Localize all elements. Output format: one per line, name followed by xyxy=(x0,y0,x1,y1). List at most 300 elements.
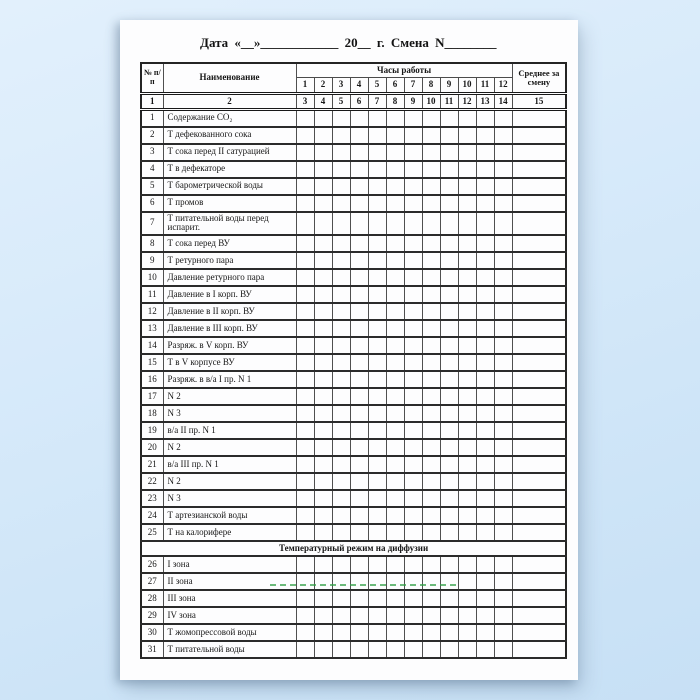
row-number: 27 xyxy=(141,573,163,590)
hour-value-cell xyxy=(296,161,314,178)
hour-number: 9 xyxy=(440,78,458,94)
hour-value-cell xyxy=(368,641,386,658)
hour-value-cell xyxy=(314,507,332,524)
hour-value-cell xyxy=(368,212,386,235)
hour-value-cell xyxy=(386,490,404,507)
hour-value-cell xyxy=(296,354,314,371)
row-label: N 2 xyxy=(163,473,296,490)
hour-value-cell xyxy=(440,337,458,354)
hour-value-cell xyxy=(350,388,368,405)
hour-value-cell xyxy=(476,337,494,354)
hour-value-cell xyxy=(296,110,314,127)
hour-value-cell xyxy=(314,161,332,178)
hour-value-cell xyxy=(314,337,332,354)
row-number: 31 xyxy=(141,641,163,658)
hour-value-cell xyxy=(332,161,350,178)
hour-value-cell xyxy=(422,573,440,590)
row-number: 30 xyxy=(141,624,163,641)
hour-value-cell xyxy=(314,524,332,541)
hour-value-cell xyxy=(440,212,458,235)
hour-value-cell xyxy=(296,473,314,490)
hour-value-cell xyxy=(386,388,404,405)
column-numbering-row xyxy=(141,94,566,110)
average-value-cell xyxy=(512,252,566,269)
column-number: 1 xyxy=(141,94,163,110)
hour-value-cell xyxy=(386,144,404,161)
hour-value-cell xyxy=(314,573,332,590)
hour-value-cell xyxy=(494,490,512,507)
header-num-col: № п/п xyxy=(141,63,163,94)
hour-value-cell xyxy=(296,235,314,252)
hour-value-cell xyxy=(296,556,314,573)
average-value-cell xyxy=(512,641,566,658)
hour-value-cell xyxy=(476,439,494,456)
hour-value-cell xyxy=(422,269,440,286)
hour-value-cell xyxy=(350,337,368,354)
hour-value-cell xyxy=(332,303,350,320)
hour-value-cell xyxy=(386,607,404,624)
hour-value-cell xyxy=(458,320,476,337)
hour-value-cell xyxy=(368,405,386,422)
hour-value-cell xyxy=(476,252,494,269)
header-row-groups xyxy=(141,63,566,78)
hour-value-cell xyxy=(386,507,404,524)
hour-value-cell xyxy=(314,127,332,144)
column-number: 2 xyxy=(163,94,296,110)
average-value-cell xyxy=(512,286,566,303)
hour-value-cell xyxy=(368,590,386,607)
hour-value-cell xyxy=(368,473,386,490)
hour-number: 10 xyxy=(458,78,476,94)
hour-value-cell xyxy=(422,354,440,371)
hour-value-cell xyxy=(350,607,368,624)
hour-value-cell xyxy=(368,252,386,269)
hour-value-cell xyxy=(386,524,404,541)
hour-value-cell xyxy=(422,388,440,405)
hour-value-cell xyxy=(332,212,350,235)
hour-value-cell xyxy=(458,607,476,624)
hour-value-cell xyxy=(404,144,422,161)
hour-value-cell xyxy=(332,556,350,573)
section-header-label: Температурный режим на диффузии xyxy=(141,541,566,556)
hour-value-cell xyxy=(476,590,494,607)
table-row xyxy=(141,507,566,524)
hour-value-cell xyxy=(494,439,512,456)
hour-value-cell xyxy=(296,624,314,641)
hour-value-cell xyxy=(332,178,350,195)
hour-value-cell xyxy=(368,286,386,303)
hour-value-cell xyxy=(314,212,332,235)
table-row xyxy=(141,354,566,371)
row-label: Т в дефекаторе xyxy=(163,161,296,178)
hour-value-cell xyxy=(404,473,422,490)
hour-value-cell xyxy=(458,212,476,235)
shift-log-table xyxy=(140,62,567,659)
hour-value-cell xyxy=(296,337,314,354)
table-row xyxy=(141,456,566,473)
hour-value-cell xyxy=(458,573,476,590)
hour-value-cell xyxy=(422,607,440,624)
row-label: в/а III пр. N 1 xyxy=(163,456,296,473)
hour-value-cell xyxy=(350,144,368,161)
hour-value-cell xyxy=(350,212,368,235)
row-label: Давление ретурного пара xyxy=(163,269,296,286)
table-row xyxy=(141,524,566,541)
row-number: 9 xyxy=(141,252,163,269)
table-row xyxy=(141,590,566,607)
average-value-cell xyxy=(512,507,566,524)
hour-value-cell xyxy=(350,195,368,212)
hour-value-cell xyxy=(386,354,404,371)
hour-value-cell xyxy=(422,422,440,439)
hour-value-cell xyxy=(422,161,440,178)
hour-value-cell xyxy=(458,490,476,507)
row-label: Т питательной воды перед испарит. xyxy=(163,212,296,235)
row-label: Разряж. в в/а I пр. N 1 xyxy=(163,371,296,388)
hour-value-cell xyxy=(332,456,350,473)
hour-value-cell xyxy=(350,473,368,490)
hour-value-cell xyxy=(458,641,476,658)
table-row xyxy=(141,473,566,490)
hour-value-cell xyxy=(368,144,386,161)
average-value-cell xyxy=(512,473,566,490)
hour-value-cell xyxy=(494,624,512,641)
hour-value-cell xyxy=(458,456,476,473)
table-row xyxy=(141,303,566,320)
row-number: 5 xyxy=(141,178,163,195)
hour-value-cell xyxy=(404,354,422,371)
hour-value-cell xyxy=(476,144,494,161)
hour-value-cell xyxy=(332,473,350,490)
hour-value-cell xyxy=(368,320,386,337)
row-number: 16 xyxy=(141,371,163,388)
hour-value-cell xyxy=(332,235,350,252)
hour-value-cell xyxy=(422,178,440,195)
hour-value-cell xyxy=(350,524,368,541)
hour-number: 2 xyxy=(314,78,332,94)
hour-value-cell xyxy=(404,337,422,354)
table-row xyxy=(141,235,566,252)
row-number: 22 xyxy=(141,473,163,490)
hour-value-cell xyxy=(368,422,386,439)
hour-value-cell xyxy=(350,252,368,269)
hour-value-cell xyxy=(422,590,440,607)
hour-value-cell xyxy=(332,422,350,439)
hour-value-cell xyxy=(332,144,350,161)
row-label: в/а II пр. N 1 xyxy=(163,422,296,439)
hour-value-cell xyxy=(350,269,368,286)
hour-value-cell xyxy=(296,195,314,212)
hour-value-cell xyxy=(404,641,422,658)
hour-value-cell xyxy=(494,556,512,573)
hour-number: 1 xyxy=(296,78,314,94)
table-row xyxy=(141,607,566,624)
hour-value-cell xyxy=(458,110,476,127)
hour-value-cell xyxy=(476,573,494,590)
average-value-cell xyxy=(512,337,566,354)
table-row xyxy=(141,439,566,456)
average-value-cell xyxy=(512,573,566,590)
column-number: 11 xyxy=(440,94,458,110)
hour-value-cell xyxy=(422,490,440,507)
hour-value-cell xyxy=(296,490,314,507)
hour-value-cell xyxy=(314,473,332,490)
hour-value-cell xyxy=(386,422,404,439)
hour-value-cell xyxy=(458,127,476,144)
hour-value-cell xyxy=(440,178,458,195)
hour-value-cell xyxy=(422,405,440,422)
hour-value-cell xyxy=(314,371,332,388)
row-number: 14 xyxy=(141,337,163,354)
hour-value-cell xyxy=(350,624,368,641)
hour-value-cell xyxy=(458,439,476,456)
row-label: Т сока перед ВУ xyxy=(163,235,296,252)
hour-value-cell xyxy=(332,127,350,144)
hour-value-cell xyxy=(296,303,314,320)
column-number: 12 xyxy=(458,94,476,110)
hour-value-cell xyxy=(494,507,512,524)
hour-value-cell xyxy=(386,624,404,641)
hour-value-cell xyxy=(314,490,332,507)
hour-value-cell xyxy=(458,303,476,320)
hour-value-cell xyxy=(314,641,332,658)
hour-value-cell xyxy=(350,235,368,252)
hour-value-cell xyxy=(404,524,422,541)
hour-value-cell xyxy=(422,524,440,541)
hour-value-cell xyxy=(422,110,440,127)
hour-value-cell xyxy=(386,590,404,607)
hour-value-cell xyxy=(476,354,494,371)
hour-value-cell xyxy=(386,641,404,658)
row-number: 12 xyxy=(141,303,163,320)
table-row xyxy=(141,388,566,405)
hour-value-cell xyxy=(404,490,422,507)
hour-value-cell xyxy=(440,320,458,337)
hour-value-cell xyxy=(422,624,440,641)
hour-value-cell xyxy=(404,405,422,422)
average-value-cell xyxy=(512,422,566,439)
hour-value-cell xyxy=(332,252,350,269)
hour-value-cell xyxy=(314,252,332,269)
hour-value-cell xyxy=(422,212,440,235)
hour-value-cell xyxy=(368,490,386,507)
hour-value-cell xyxy=(332,195,350,212)
hour-value-cell xyxy=(386,337,404,354)
table-row xyxy=(141,178,566,195)
hour-value-cell xyxy=(440,439,458,456)
average-value-cell xyxy=(512,235,566,252)
hour-value-cell xyxy=(494,607,512,624)
hour-value-cell xyxy=(476,161,494,178)
hour-value-cell xyxy=(422,252,440,269)
hour-value-cell xyxy=(296,422,314,439)
hour-value-cell xyxy=(458,354,476,371)
hour-value-cell xyxy=(458,507,476,524)
row-number: 7 xyxy=(141,212,163,235)
row-number: 18 xyxy=(141,405,163,422)
hour-value-cell xyxy=(494,590,512,607)
hour-number: 5 xyxy=(368,78,386,94)
hour-number: 8 xyxy=(422,78,440,94)
hour-value-cell xyxy=(494,127,512,144)
hour-number: 6 xyxy=(386,78,404,94)
hour-value-cell xyxy=(440,127,458,144)
hour-value-cell xyxy=(314,590,332,607)
row-label: Т промов xyxy=(163,195,296,212)
green-dashed-watermark xyxy=(270,584,456,586)
average-value-cell xyxy=(512,590,566,607)
hour-value-cell xyxy=(296,507,314,524)
hour-value-cell xyxy=(368,456,386,473)
hour-value-cell xyxy=(440,235,458,252)
hour-value-cell xyxy=(350,573,368,590)
hour-value-cell xyxy=(350,161,368,178)
hour-value-cell xyxy=(476,178,494,195)
average-value-cell xyxy=(512,269,566,286)
hour-value-cell xyxy=(296,371,314,388)
row-number: 8 xyxy=(141,235,163,252)
hour-value-cell xyxy=(422,337,440,354)
hour-value-cell xyxy=(404,212,422,235)
hour-value-cell xyxy=(314,624,332,641)
hour-value-cell xyxy=(404,127,422,144)
average-value-cell xyxy=(512,144,566,161)
table-row xyxy=(141,269,566,286)
hour-value-cell xyxy=(476,303,494,320)
hour-value-cell xyxy=(458,405,476,422)
hour-value-cell xyxy=(314,439,332,456)
average-value-cell xyxy=(512,320,566,337)
hour-value-cell xyxy=(386,235,404,252)
hour-value-cell xyxy=(458,524,476,541)
hour-value-cell xyxy=(350,439,368,456)
hour-value-cell xyxy=(296,456,314,473)
hour-value-cell xyxy=(476,388,494,405)
hour-value-cell xyxy=(296,178,314,195)
hour-value-cell xyxy=(350,422,368,439)
hour-value-cell xyxy=(422,641,440,658)
hour-value-cell xyxy=(404,286,422,303)
column-number: 8 xyxy=(386,94,404,110)
hour-value-cell xyxy=(368,269,386,286)
table-row xyxy=(141,161,566,178)
hour-value-cell xyxy=(404,110,422,127)
hour-value-cell xyxy=(440,252,458,269)
table-row xyxy=(141,337,566,354)
hour-value-cell xyxy=(440,490,458,507)
hour-value-cell xyxy=(332,371,350,388)
hour-value-cell xyxy=(440,607,458,624)
row-label: Давление в III корп. ВУ xyxy=(163,320,296,337)
hour-value-cell xyxy=(494,405,512,422)
hour-value-cell xyxy=(440,624,458,641)
hour-value-cell xyxy=(332,490,350,507)
row-label: Т сока перед II сатурацией xyxy=(163,144,296,161)
hour-value-cell xyxy=(368,127,386,144)
hour-value-cell xyxy=(494,161,512,178)
hour-number: 12 xyxy=(494,78,512,94)
hour-value-cell xyxy=(332,354,350,371)
hour-value-cell xyxy=(314,388,332,405)
hour-value-cell xyxy=(440,144,458,161)
hour-value-cell xyxy=(404,573,422,590)
hour-value-cell xyxy=(368,371,386,388)
column-number: 14 xyxy=(494,94,512,110)
hour-value-cell xyxy=(296,286,314,303)
hour-value-cell xyxy=(386,456,404,473)
hour-value-cell xyxy=(314,422,332,439)
hour-value-cell xyxy=(296,127,314,144)
hour-value-cell xyxy=(296,439,314,456)
hour-value-cell xyxy=(476,320,494,337)
hour-value-cell xyxy=(494,456,512,473)
hour-value-cell xyxy=(476,110,494,127)
hour-value-cell xyxy=(422,456,440,473)
row-number: 13 xyxy=(141,320,163,337)
table-row xyxy=(141,624,566,641)
hour-value-cell xyxy=(386,473,404,490)
column-number: 9 xyxy=(404,94,422,110)
hour-value-cell xyxy=(386,212,404,235)
hour-value-cell xyxy=(404,556,422,573)
hour-value-cell xyxy=(350,320,368,337)
hour-value-cell xyxy=(476,212,494,235)
row-number: 20 xyxy=(141,439,163,456)
row-label: Разряж. в V корп. ВУ xyxy=(163,337,296,354)
hour-value-cell xyxy=(386,110,404,127)
table-body xyxy=(141,110,566,658)
hour-value-cell xyxy=(314,269,332,286)
hour-value-cell xyxy=(422,556,440,573)
hour-value-cell xyxy=(332,337,350,354)
row-label: Т в V корпусе ВУ xyxy=(163,354,296,371)
hour-value-cell xyxy=(314,405,332,422)
hour-value-cell xyxy=(458,144,476,161)
table-row xyxy=(141,371,566,388)
hour-value-cell xyxy=(332,286,350,303)
hour-value-cell xyxy=(458,337,476,354)
hour-value-cell xyxy=(440,590,458,607)
column-number: 4 xyxy=(314,94,332,110)
hour-value-cell xyxy=(296,252,314,269)
hour-value-cell xyxy=(296,524,314,541)
column-number: 5 xyxy=(332,94,350,110)
hour-value-cell xyxy=(296,590,314,607)
row-number: 26 xyxy=(141,556,163,573)
hour-value-cell xyxy=(476,624,494,641)
hour-value-cell xyxy=(494,252,512,269)
hour-value-cell xyxy=(476,269,494,286)
hour-value-cell xyxy=(476,422,494,439)
hour-value-cell xyxy=(440,354,458,371)
hour-value-cell xyxy=(494,354,512,371)
hour-value-cell xyxy=(476,195,494,212)
hour-value-cell xyxy=(422,235,440,252)
hour-value-cell xyxy=(350,556,368,573)
hour-value-cell xyxy=(440,303,458,320)
hour-value-cell xyxy=(494,195,512,212)
hour-value-cell xyxy=(368,178,386,195)
hour-value-cell xyxy=(458,590,476,607)
hour-value-cell xyxy=(350,490,368,507)
hour-value-cell xyxy=(296,405,314,422)
table-row xyxy=(141,490,566,507)
hour-value-cell xyxy=(440,573,458,590)
section-header-row xyxy=(141,541,566,556)
header-name-col: Наименование xyxy=(163,63,296,94)
row-label: N 3 xyxy=(163,405,296,422)
hour-value-cell xyxy=(440,473,458,490)
